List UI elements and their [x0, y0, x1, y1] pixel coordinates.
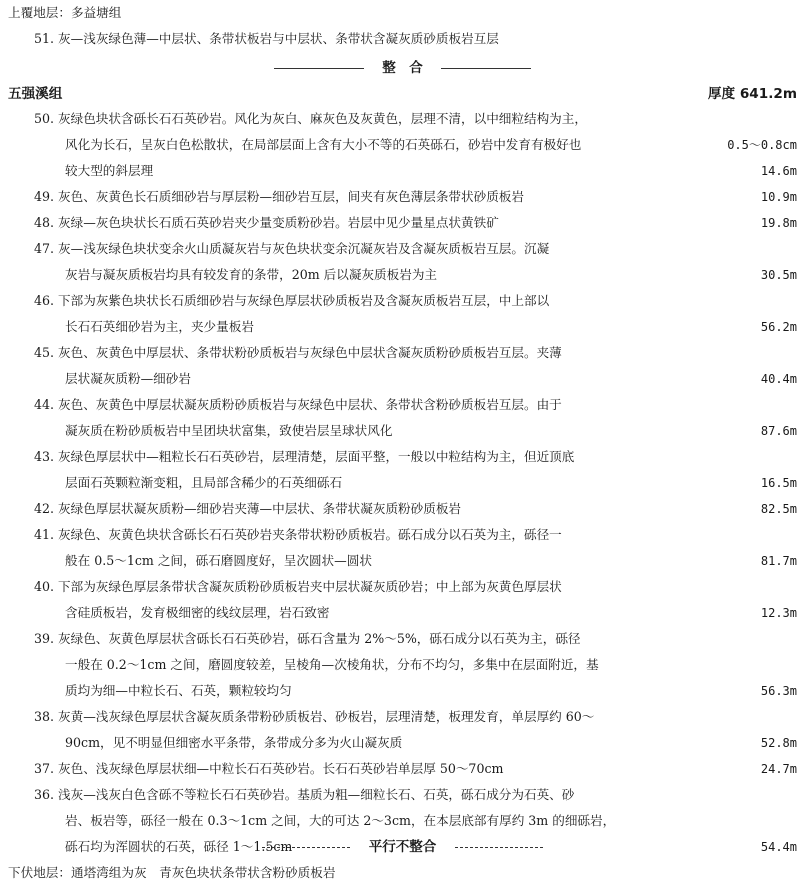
layer-description-text: 砾石均为浑圆状的石英，砾径 1～1.5cm — [65, 839, 293, 854]
layer-description-text: 灰绿色、灰黄色厚层状含砾长石石英砂岩，砾石含量为 2%～5%，砾石成分以石英为主，砾径 — [58, 631, 581, 646]
layer-number: 36. — [34, 787, 55, 802]
layer-description-text: 灰色、灰黄色长石质细砂岩与厚层粉—细砂岩互层，间夹有灰色薄层条带状砂质板岩 — [58, 189, 524, 204]
layer-description-text: 灰绿色厚层状凝灰质粉—细砂岩夹薄—中层状、条带状凝灰质粉砂质板岩 — [58, 501, 461, 516]
layer-description-line — [24, 262, 704, 288]
layer-number: 45. — [34, 345, 55, 360]
conformity-label: 整 合 — [382, 60, 423, 76]
layer-description-text: 灰绿色厚层状中—粗粒长石石英砂岩，层理清楚，层面平整，一般以中粒结构为主，但近顶底 — [58, 449, 575, 464]
layer-entry — [24, 106, 704, 184]
layer-thickness: 54.4m — [760, 840, 797, 854]
layer-description-text: 90cm，见不明显但细密水平条带，条带成分多为火山凝灰质 — [65, 735, 403, 750]
layer-description-line — [24, 184, 704, 210]
separator-rule-right — [455, 847, 543, 848]
layer-description-line — [24, 366, 704, 392]
layer-description-line — [24, 158, 704, 184]
layer-description-line — [24, 600, 704, 626]
layer-thickness: 30.5m — [760, 268, 797, 282]
layer-description-text: 下部为灰紫色块状长石质细砂岩与灰绿色厚层状砂质板岩及含凝灰质板岩互层，中上部以 — [58, 293, 550, 308]
layer-description-text: 灰绿色块状含砾长石石英砂岩。风化为灰白、麻灰色及灰黄色，层理不清，以中细粒结构为主， — [58, 111, 587, 126]
layer-description-text: 灰色、灰黄色中厚层状凝灰质粉砂质板岩与灰绿色中层状、条带状含粉砂质板岩互层。由于 — [58, 397, 562, 412]
layer-description-line — [24, 444, 704, 470]
layer-thickness: 12.3m — [760, 606, 797, 620]
layer-description-text: 一般在 0.2～1cm 之间，磨圆度较差，呈棱角—次棱角状，分布不均匀，多集中在层面附近，基 — [65, 657, 599, 672]
layer-description-line — [24, 314, 704, 340]
layer-thickness: 40.4m — [760, 372, 797, 386]
layer-entry — [24, 444, 704, 496]
layer-thickness: 52.8m — [760, 736, 797, 750]
disconformity-label: 平行不整合 — [368, 839, 437, 855]
layer-description-text: 长石石英细砂岩为主，夹少量板岩 — [65, 319, 254, 334]
layer-description-line — [24, 132, 704, 158]
layer-description-text: 灰—浅灰绿色块状变余火山质凝灰岩与灰色块状变余沉凝灰岩及含凝灰质板岩互层。沉凝 — [58, 241, 550, 256]
layer-description-line — [24, 782, 704, 808]
layer-thickness: 16.5m — [760, 476, 797, 490]
layer-thickness: 56.3m — [760, 684, 797, 698]
layer-description-line — [24, 210, 704, 236]
layer-description-line — [24, 548, 704, 574]
layer-description-line — [24, 340, 704, 366]
layer-description-text: 风化为长石，呈灰白色松散状，在局部层面上含有大小不等的石英砾石，砂岩中发育有极好也 — [65, 137, 582, 152]
layer-description-text: 凝灰质在粉砂质板岩中呈团块状富集，致使岩层呈球状风化 — [65, 423, 393, 438]
layer-entry — [24, 574, 704, 626]
overlying-strata: 上覆地层：多益塘组 — [8, 5, 122, 20]
layer-number: 44. — [34, 397, 55, 412]
underlying-strata: 下伏地层：通塔湾组为灰 青灰色块状条带状含粉砂质板岩 — [8, 865, 336, 880]
layer-thickness: 82.5m — [760, 502, 797, 516]
layer-entry — [24, 522, 704, 574]
layer-description-line — [24, 626, 704, 652]
layer-description-text: 含硅质板岩，发育极细密的线纹层理，岩石致密 — [65, 605, 330, 620]
layer-number: 39. — [34, 631, 55, 646]
layer-number: 37. — [34, 761, 55, 776]
layer-description-line — [24, 236, 704, 262]
layer-thickness: 14.6m — [760, 164, 797, 178]
layer-number: 43. — [34, 449, 55, 464]
layer-entry — [24, 340, 704, 392]
layer-description-text: 质均为细—中粒长石、石英，颗粒较均匀 — [65, 683, 292, 698]
layer-description-line — [24, 418, 704, 444]
layer-description-text: 下部为灰绿色厚层条带状含凝灰质粉砂质板岩夹中层状凝灰质砂岩；中上部为灰黄色厚层状 — [58, 579, 562, 594]
layer-number: 38. — [34, 709, 55, 724]
layer-description-line — [24, 756, 704, 782]
layer-entry — [24, 392, 704, 444]
layer-thickness: 19.8m — [760, 216, 797, 230]
layer-description-line — [24, 522, 704, 548]
layer-description-line — [24, 392, 704, 418]
layer-description-text: 灰黄—浅灰绿色厚层状含凝灰质条带粉砂质板岩、砂板岩，层理清楚，板理发育，单层厚约 60～ — [58, 709, 595, 724]
layer-number: 49. — [34, 189, 55, 204]
layer-description-line — [24, 288, 704, 314]
layer-entry — [24, 184, 704, 210]
layer-description-text: 灰色、灰黄色中厚层状、条带状粉砂质板岩与灰绿色中层状含凝灰质粉砂质板岩互层。夹薄 — [58, 345, 562, 360]
layer-number: 40. — [34, 579, 55, 594]
layer-number: 50. — [34, 111, 55, 126]
formation-title: 五强溪组 — [8, 86, 63, 102]
layer-entry — [24, 626, 704, 704]
layer-description-text: 层面石英颗粒渐变粗，且局部含稀少的石英细砾石 — [65, 475, 343, 490]
layer-description-text: 般在 0.5～1cm 之间，砾石磨圆度好，呈次圆状—圆状 — [65, 553, 372, 568]
layer-thickness: 81.7m — [760, 554, 797, 568]
layer-description-text: 灰岩与凝灰质板岩均具有较发育的条带，20m 后以凝灰质板岩为主 — [65, 267, 438, 282]
range-note: 0.5～0.8cm — [727, 138, 797, 152]
layer-number: 41. — [34, 527, 55, 542]
layer-51: 51. 灰—浅灰绿色薄—中层状、条带状板岩与中层状、条带状含凝灰质砂质板岩互层 — [34, 31, 499, 46]
layer-description-line — [24, 574, 704, 600]
formation-thickness: 厚度 641.2m — [707, 86, 797, 102]
layer-number: 48. — [34, 215, 55, 230]
layer-thickness: 10.9m — [760, 190, 797, 204]
conformity-separator — [0, 59, 805, 77]
separator-rule-left — [262, 847, 350, 848]
layer-number: 42. — [34, 501, 55, 516]
layer-entry — [24, 704, 704, 756]
layer-entry — [24, 756, 704, 782]
layer-description-line — [24, 470, 704, 496]
layer-description-line — [24, 652, 704, 678]
layer-entry — [24, 288, 704, 340]
separator-rule-left — [274, 68, 364, 69]
layer-description-line — [24, 730, 704, 756]
layer-entry — [24, 210, 704, 236]
layer-description-text: 灰色、浅灰绿色厚层状细—中粒长石石英砂岩。长石石英砂岩单层厚 50～70cm — [58, 761, 504, 776]
layer-number: 47. — [34, 241, 55, 256]
layer-thickness: 56.2m — [760, 320, 797, 334]
layer-description-line — [24, 704, 704, 730]
layer-description-line — [24, 808, 704, 834]
layer-description-text: 较大型的斜层理 — [65, 163, 154, 178]
layer-description-text: 灰绿色、灰黄色块状含砾长石石英砂岩夹条带状粉砂质板岩。砾石成分以石英为主，砾径一 — [58, 527, 562, 542]
layer-description-line — [24, 106, 704, 132]
layer-entry — [24, 496, 704, 522]
layer-thickness: 24.7m — [760, 762, 797, 776]
layer-description-line — [24, 678, 704, 704]
layer-description-text: 层状凝灰质粉—细砂岩 — [65, 371, 191, 386]
separator-rule-right — [441, 68, 531, 69]
layer-description-text: 岩、板岩等，砾径一般在 0.3～1cm 之间，大的可达 2～3cm，在本层底部有厚约 3m 的细砾岩， — [65, 813, 616, 828]
layer-thickness: 87.6m — [760, 424, 797, 438]
layer-description-line — [24, 496, 704, 522]
layer-entry — [24, 236, 704, 288]
layer-number: 46. — [34, 293, 55, 308]
layer-description-text: 灰绿—灰色块状长石质石英砂岩夹少量变质粉砂岩。岩层中见少量星点状黄铁矿 — [58, 215, 499, 230]
disconformity-separator — [0, 838, 805, 856]
layer-description-text: 浅灰—浅灰白色含砾不等粒长石石英砂岩。基质为粗—细粒长石、石英，砾石成分为石英、砂 — [58, 787, 575, 802]
